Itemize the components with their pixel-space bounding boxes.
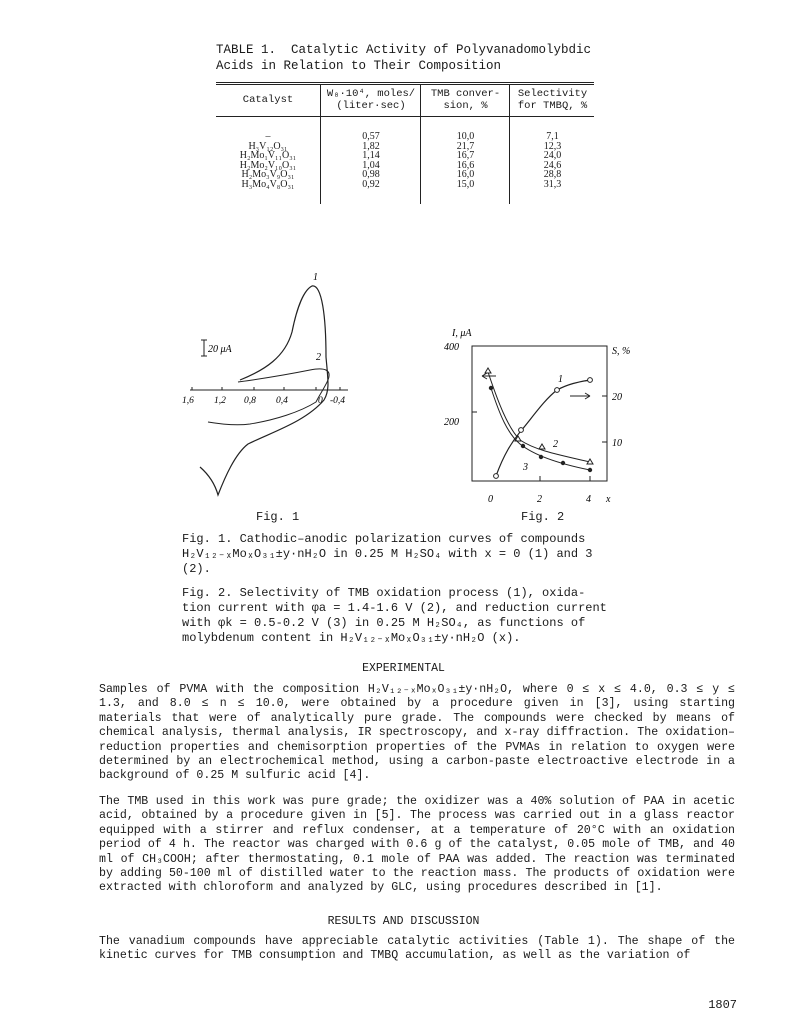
fig1-x-tick: 0,8 [244,396,256,406]
col-selectivity [511,132,594,190]
fig1-x-tick: 0,4 [276,396,288,406]
table-caption-line: TABLE 1. Catalytic Activity of Polyvanadomolybdic [216,43,592,57]
cell-catalyst: H₃V₁₂O₃₁ [248,140,288,152]
table-col-divider [509,84,510,204]
cell-w0: 0,92 [362,178,380,190]
fig1-x-tick: -0,4 [330,396,346,406]
cell-w0: 1,14 [362,150,380,162]
table-rule-top [216,82,594,83]
fig2-curve-1 [496,380,590,476]
fig2-x-unit: x [606,494,611,505]
cell-conversion: 21,7 [456,140,475,152]
data-table [216,82,594,204]
caption-line: Fig. 2. Selectivity of TMB oxidation process (1), oxida- [182,586,586,600]
paragraph-text: Samples of PVMA with the composition H₂V₁₂₋ₓMoₓO₃₁±y·nH₂O, where 0 ≤ x ≤ 4.0, 0.3 ≤ y ≤ 1.3, and 8.0 ≤ n ≤ 10.0, were obtained by a procedure given in [3], using starting materials that were of analytically pure grade. The compounds were checked by means of chemical analysis, thermal analysis, IR spectroscopy, and x-ray diffraction. The oxidation–reduction properties and chemisorption properties of the PVMAs in relation to oxygen were determined by an electrochemical method, using a carbon-paste electroactive electrode in a background of 0.25 M sulfuric acid [4]. [99,683,735,783]
caption-line: with φk = 0.5-0.2 V (3) in 0.25 M H₂SO₄, as functions of [182,616,586,630]
experimental-paragraph-1 [75,683,735,784]
caption-line: H₂V₁₂₋ₓMoₓO₃₁±y·nH₂O in 0.25 M H₂SO₄ with x = 0 (1) and 3 [182,547,593,561]
cell-selectivity: 24,0 [543,150,562,162]
fig1-x-tick: 1,2 [214,396,226,406]
cell-catalyst: H₂Mo₁V₁₁O₃₁ [239,150,297,162]
figure-2-selectivity-plot [440,324,640,514]
section-heading-experimental: EXPERIMENTAL [362,662,445,675]
fig1-caption [182,532,622,577]
table-rule-top-double [216,84,594,85]
cell-selectivity: 7,1 [546,131,559,142]
fig2-caption [182,586,622,646]
paragraph-text: The TMB used in this work was pure grade; the oxidizer was a 40% solution of PAA in acetic acid, obtained by a procedure given in [5]. The process was carried out in a glass reactor equipped with a stirrer and reflux condenser, at a temperature of 20°C with an oxidation period of 4 h. The reactor was charged with 0.6 g of the catalyst, 0.05 mole of TMB, and 40 ml of CH₃COOH; after thermostating, 0.1 mole of PAA was added. The reaction was terminated by adding 50-100 ml of distilled water to the reaction mass. The products of oxidation were extracted with chloroform and analyzed by GLC, using procedures described in [1]. [99,795,735,895]
results-paragraph-1 [75,935,735,964]
col-catalyst [216,132,320,190]
caption-line: molybdenum content in H₂V₁₂₋ₓMoₓO₃₁±y·nH₂O (x). [182,631,521,645]
fig1-x-tick: 0 [318,396,323,406]
fig2-curve-label-1: 1 [558,374,563,385]
figure-1-polarization-curves [180,262,365,512]
cell-w0: 0,98 [362,169,380,181]
header-selectivity: Selectivity for TMBQ, % [517,88,588,112]
fig1-scale-label: 20 μA [208,344,232,355]
fig2-arrow-right [570,393,590,399]
fig1-x-tick: 1,6 [182,396,194,406]
fig1-label: Fig. 1 [256,510,300,524]
table-caption-line: Acids in Relation to Their Composition [216,59,502,73]
fig1-curve-2 [208,369,329,425]
fig2-y-left-tick: 400 [444,342,459,353]
cell-w0: 1,04 [362,159,380,171]
fig2-x-tick: 0 [488,494,493,505]
cell-w0: 1,82 [362,140,380,152]
fig1-curve-label-2: 2 [316,352,321,363]
cell-selectivity: 12,3 [543,140,562,152]
table-caption [216,42,591,74]
fig2-curve-label-3: 3 [523,462,528,473]
table-rule-header [216,116,594,117]
cell-conversion: 16,7 [456,150,475,162]
paragraph-text: The vanadium compounds have appreciable catalytic activities (Table 1). The shape of the kinetic curves for TMB consumption and TMBQ accumulation, as well as the variation of [99,935,735,963]
header-w0: W₀·10⁴, moles/ (liter·sec) [326,88,416,112]
fig2-x-tick: 2 [537,494,542,505]
cell-conversion: 10,0 [456,131,475,142]
page-number: 1807 [708,998,737,1012]
cell-catalyst: H₃Mo₄V₈O₃₁ [241,178,295,190]
cell-catalyst: – [265,131,271,142]
fig2-label: Fig. 2 [521,510,565,524]
col-w0 [322,132,420,190]
fig2-curve-label-2: 2 [553,439,558,450]
cell-catalyst: H₂Mo₂V₁₀O₃₁ [239,159,297,171]
table-col-divider [320,84,321,204]
cell-selectivity: 24,6 [543,159,562,171]
fig1-x-ticks [182,396,345,406]
header-conversion: TMB conver- sion, % [430,88,501,112]
fig2-y-left-unit: I, μA [452,328,472,339]
cell-selectivity: 28,8 [543,169,562,181]
cell-selectivity: 31,3 [543,178,562,190]
header-catalyst: Catalyst [242,94,294,106]
fig2-x-tick: 4 [586,494,591,505]
cell-w0: 0,57 [362,131,380,142]
cell-conversion: 16,0 [456,169,475,181]
fig2-y-right-tick: 20 [612,392,622,403]
caption-line: Fig. 1. Cathodic–anodic polarization curves of compounds [182,532,586,546]
fig2-y-right-unit: S, % [612,346,631,357]
section-heading-results: RESULTS AND DISCUSSION [327,915,480,928]
caption-line: (2). [182,562,211,576]
cell-conversion: 15,0 [456,178,475,190]
experimental-paragraph-2 [75,795,735,896]
col-conversion [422,132,509,190]
fig1-curve-label-1: 1 [313,272,318,283]
cell-conversion: 16,6 [456,159,475,171]
table-col-divider [420,84,421,204]
fig2-y-right-tick: 10 [612,438,622,449]
fig2-y-left-tick: 200 [444,417,459,428]
fig2-curve-1-points [494,378,593,479]
caption-line: tion current with φa = 1.4-1.6 V (2), and reduction current [182,601,607,615]
cell-catalyst: H₂Mo₃V₉O₃₁ [241,169,295,181]
